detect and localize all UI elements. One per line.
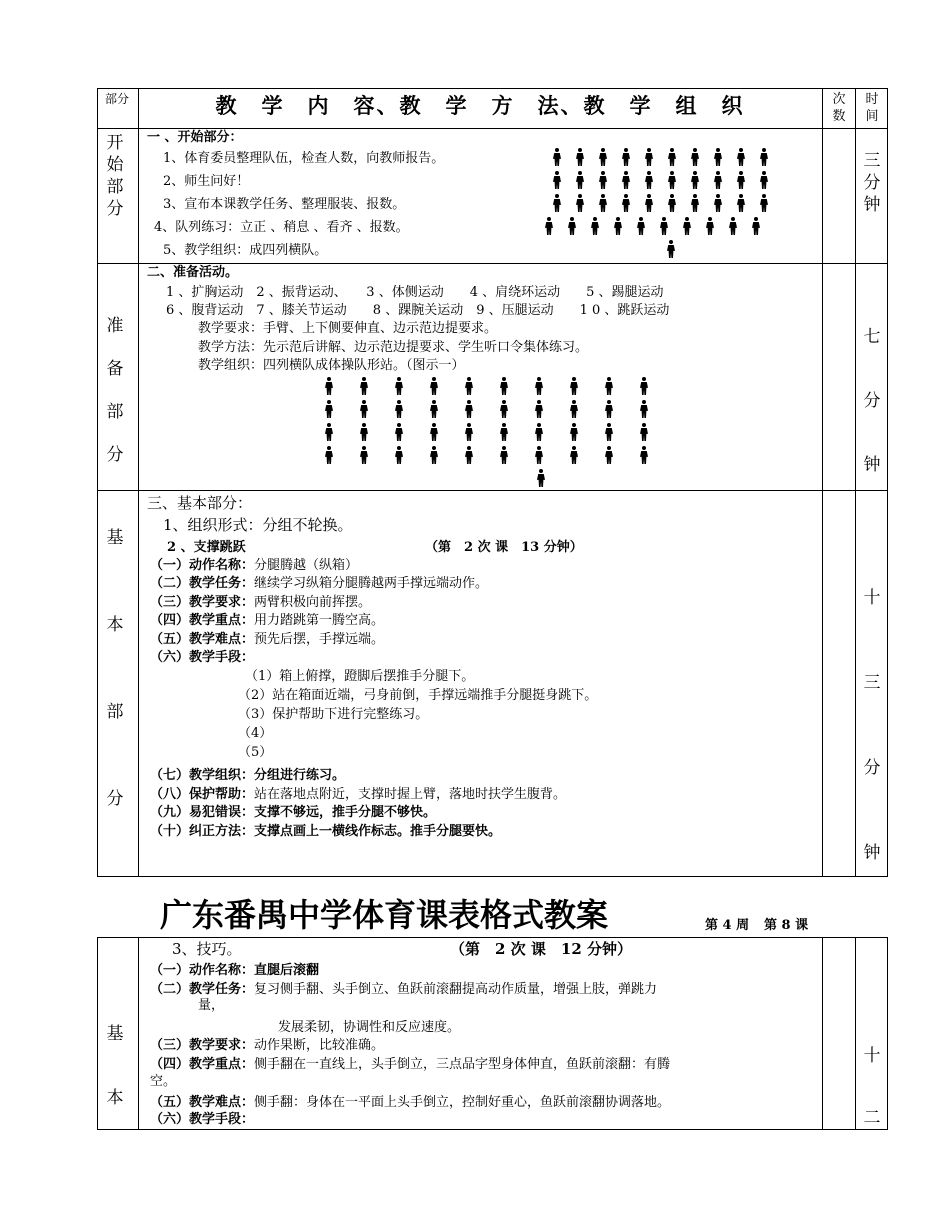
- student-figure: [605, 423, 613, 441]
- student-figure: [553, 148, 561, 166]
- week-label: 第 4 周: [705, 918, 750, 933]
- student-figure: [683, 217, 691, 235]
- item-key: （二）教学任务：: [150, 982, 255, 997]
- header-count: 次数: [832, 92, 846, 124]
- student-figure: [395, 400, 403, 418]
- item-value: 动作果断，比较准确。: [254, 1038, 385, 1053]
- item-key: （八）保护帮助：: [150, 786, 255, 802]
- list-item: [198, 998, 224, 1014]
- student-figure: [599, 148, 607, 166]
- prep-row-2: 6 、腹背运动 7 、膝关节运动 8 、踝腕关运动 9 、压腿运动 1 0 、跳跃运动: [166, 303, 670, 318]
- student-figure: [614, 217, 622, 235]
- student-figure: [325, 377, 333, 395]
- list-item: [150, 805, 436, 821]
- list-item: [150, 558, 358, 574]
- list-item: [150, 963, 319, 979]
- student-figure: [500, 423, 508, 441]
- list-item: [150, 824, 501, 840]
- student-figure: [622, 148, 630, 166]
- item-key: （三）教学要求：: [150, 1038, 255, 1053]
- student-figure: [714, 148, 722, 166]
- list-item: [150, 787, 566, 803]
- list-item: [150, 768, 345, 784]
- student-figure: [553, 171, 561, 189]
- student-figure: [760, 194, 768, 212]
- start-heading: 一 、开始部分：: [147, 130, 243, 145]
- student-figure: [570, 400, 578, 418]
- basic-section-label: 基本部分: [106, 528, 124, 809]
- item-key: （四）教学重点：: [150, 613, 255, 629]
- student-figure: [430, 400, 438, 418]
- student-figure: [576, 171, 584, 189]
- student-figure: [325, 423, 333, 441]
- start-line-3: 3、宣布本课教学任务、整理服装、报数。: [163, 197, 406, 212]
- student-figure: [568, 217, 576, 235]
- student-figure: [570, 423, 578, 441]
- list-item: [150, 1095, 670, 1111]
- table2-time: 十二: [863, 1046, 881, 1128]
- student-figure: [691, 194, 699, 212]
- header-col-part: 部分: [104, 92, 129, 106]
- student-figure: [325, 400, 333, 418]
- item-key: （四）教学重点：: [150, 1057, 255, 1072]
- student-figure: [360, 423, 368, 441]
- header-time: 时间: [865, 92, 879, 124]
- student-figure: [535, 446, 543, 464]
- student-figure: [737, 194, 745, 212]
- list-item: [150, 982, 657, 998]
- prep-method: 教学方法：先示范后讲解、边示范边提要求、学生听口令集体练习。: [198, 340, 589, 355]
- student-figure: [637, 217, 645, 235]
- start-line-4: 4、队列练习：立正 、稍息 、看齐 、报数。: [154, 220, 409, 235]
- page-title: 广东番禺中学体育课表格式教案: [160, 896, 609, 934]
- teaching-means-item: （3）保护帮助下进行完整练习。: [238, 707, 429, 722]
- item-value: 发展柔韧，协调性和反应速度。: [278, 1020, 461, 1035]
- student-figure: [668, 194, 676, 212]
- item-value: 侧手翻：身体在一平面上头手倒立，控制好重心，鱼跃前滚翻协调落地。: [254, 1095, 671, 1110]
- header-title: 教 学 内 容、教 学 方 法、教 学 组 织: [215, 93, 745, 118]
- student-figure: [605, 377, 613, 395]
- item-value: 量，: [198, 998, 225, 1013]
- item-key: （六）教学手段：: [150, 650, 255, 665]
- teaching-means-item: （1）箱上俯撑，蹬脚后摆推手分腿下。: [245, 669, 475, 684]
- prep-requirement: 教学要求：手臂、上下侧要伸直、边示范边提要求。: [198, 321, 498, 336]
- student-figure: [570, 377, 578, 395]
- student-figure: [360, 400, 368, 418]
- student-figure: [714, 171, 722, 189]
- student-figure: [752, 217, 760, 235]
- student-figure: [660, 217, 668, 235]
- student-figure: [465, 400, 473, 418]
- student-figure: [714, 194, 722, 212]
- prep-time: 七分钟: [863, 327, 881, 475]
- item-value: 两臂积极向前挥摆。: [254, 594, 372, 610]
- lesson-label: 第 8 课: [764, 918, 809, 933]
- prep-heading: 二、准备活动。: [147, 265, 239, 280]
- student-figure: [645, 194, 653, 212]
- student-figure: [640, 446, 648, 464]
- student-figure: [599, 171, 607, 189]
- item-value: 复习侧手翻、头手倒立、鱼跃前滚翻提高动作质量，增强上肢，弹跳力: [254, 982, 658, 997]
- item-value: 直腿后滚翻: [254, 963, 320, 978]
- teaching-means-item: （4）: [238, 726, 273, 741]
- item-value: 用力踏跳第一腾空高。: [254, 613, 385, 629]
- student-figure: [691, 148, 699, 166]
- student-figure: [500, 400, 508, 418]
- basic-time: 十三分钟: [863, 588, 881, 863]
- student-figure: [668, 171, 676, 189]
- student-figure: [545, 217, 553, 235]
- student-figure: [599, 194, 607, 212]
- student-figure: [395, 423, 403, 441]
- student-figure: [500, 377, 508, 395]
- item-value: 分腿腾越（纵箱）: [254, 558, 359, 573]
- student-figure: [640, 423, 648, 441]
- start-time: 三分钟: [863, 151, 881, 215]
- teaching-means-item: （5）: [238, 745, 273, 760]
- student-figure: [760, 171, 768, 189]
- item-key: （五）教学难点：: [150, 1095, 255, 1110]
- item-value: 空。: [150, 1074, 177, 1089]
- start-section-label: 开始部分: [106, 133, 124, 219]
- teacher-figure: [537, 469, 545, 487]
- student-figure: [395, 446, 403, 464]
- list-item: [150, 1057, 670, 1073]
- list-item: [278, 1020, 460, 1036]
- student-figure: [430, 446, 438, 464]
- student-figure: [430, 423, 438, 441]
- student-figure: [360, 446, 368, 464]
- list-item: [150, 1038, 384, 1054]
- item-value: 支撑点画上一横线作标志。推手分腿要快。: [254, 823, 502, 839]
- item-value: 分组进行练习。: [254, 768, 346, 783]
- student-figure: [668, 148, 676, 166]
- prep-row-1: 1 、扩胸运动 2 、振背运动、 3 、体侧运动 4 、肩绕环运动 5 、踢腿运动: [166, 285, 664, 300]
- student-figure: [645, 171, 653, 189]
- student-figure: [737, 148, 745, 166]
- student-figure: [737, 171, 745, 189]
- item-value: 预先后摆，手撑远端。: [254, 631, 385, 647]
- list-item: [150, 613, 384, 629]
- student-figure: [465, 446, 473, 464]
- student-figure: [360, 377, 368, 395]
- item-value: 支撑不够远，推手分腿不够快。: [254, 805, 437, 820]
- student-figure: [729, 217, 737, 235]
- student-figure: [605, 446, 613, 464]
- item-key: （六）教学手段：: [150, 1112, 255, 1127]
- item-key: （二）教学任务：: [150, 576, 255, 592]
- table2-section-label: 基本: [106, 1024, 124, 1108]
- student-figure: [640, 377, 648, 395]
- student-figure: [395, 377, 403, 395]
- student-figure: [640, 400, 648, 418]
- start-line-5: 5、教学组织：成四列横队。: [163, 243, 328, 258]
- item-key: （七）教学组织：: [150, 768, 255, 783]
- student-figure: [605, 400, 613, 418]
- basic-vault-lesson: （第 2 次 课 13 分钟）: [425, 540, 583, 555]
- teaching-means-item: （2）站在箱面近端，弓身前倒，手撑远端推手分腿挺身跳下。: [238, 688, 598, 703]
- student-figure: [576, 148, 584, 166]
- student-figure: [622, 194, 630, 212]
- student-figure: [553, 194, 561, 212]
- list-item: [150, 1074, 176, 1090]
- basic-form: 1、组织形式：分组不轮换。: [163, 516, 353, 534]
- student-figure: [760, 148, 768, 166]
- list-item: [150, 632, 384, 648]
- student-figure: [430, 377, 438, 395]
- prep-organization: 教学组织：四列横队成体操队形站。（图示一）: [198, 358, 465, 373]
- start-line-1: 1、体育委员整理队伍，检查人数，向教师报告。: [163, 151, 445, 166]
- student-figure: [591, 217, 599, 235]
- student-figure: [465, 377, 473, 395]
- item-key: （一）动作名称：: [150, 558, 255, 573]
- list-item: [150, 1112, 254, 1128]
- item-value: 继续学习纵箱分腿腾越两手撑远端动作。: [254, 576, 489, 592]
- skills-heading: 3、技巧。: [172, 940, 242, 958]
- student-figure: [570, 446, 578, 464]
- list-item: [150, 576, 488, 592]
- basic-vault-title: 2 、支撑跳跃: [167, 540, 246, 555]
- item-value: 站在落地点附近，支撑时握上臂，落地时扶学生腹背。: [254, 786, 567, 802]
- item-key: （十）纠正方法：: [150, 823, 255, 839]
- student-figure: [622, 171, 630, 189]
- item-key: （九）易犯错误：: [150, 805, 255, 820]
- list-item: [150, 595, 371, 611]
- student-figure: [691, 171, 699, 189]
- student-figure: [576, 194, 584, 212]
- item-key: （三）教学要求：: [150, 594, 255, 610]
- student-figure: [325, 446, 333, 464]
- list-item: [150, 650, 254, 666]
- student-figure: [500, 446, 508, 464]
- prep-section-label: 准备部分: [106, 316, 124, 465]
- item-key: （一）动作名称：: [150, 963, 255, 978]
- student-figure: [465, 423, 473, 441]
- student-figure: [645, 148, 653, 166]
- skills-lesson: （第 2 次 课 12 分钟）: [450, 940, 632, 958]
- student-figure: [535, 400, 543, 418]
- item-key: （五）教学难点：: [150, 631, 255, 647]
- teacher-figure: [667, 240, 675, 258]
- item-value: 侧手翻在一直线上，头手倒立，三点品字型身体伸直，鱼跃前滚翻：有腾: [254, 1057, 671, 1072]
- student-figure: [706, 217, 714, 235]
- start-line-2: 2、师生问好！: [163, 174, 250, 189]
- basic-heading: 三、基本部分：: [147, 494, 253, 512]
- student-figure: [535, 423, 543, 441]
- student-figure: [535, 377, 543, 395]
